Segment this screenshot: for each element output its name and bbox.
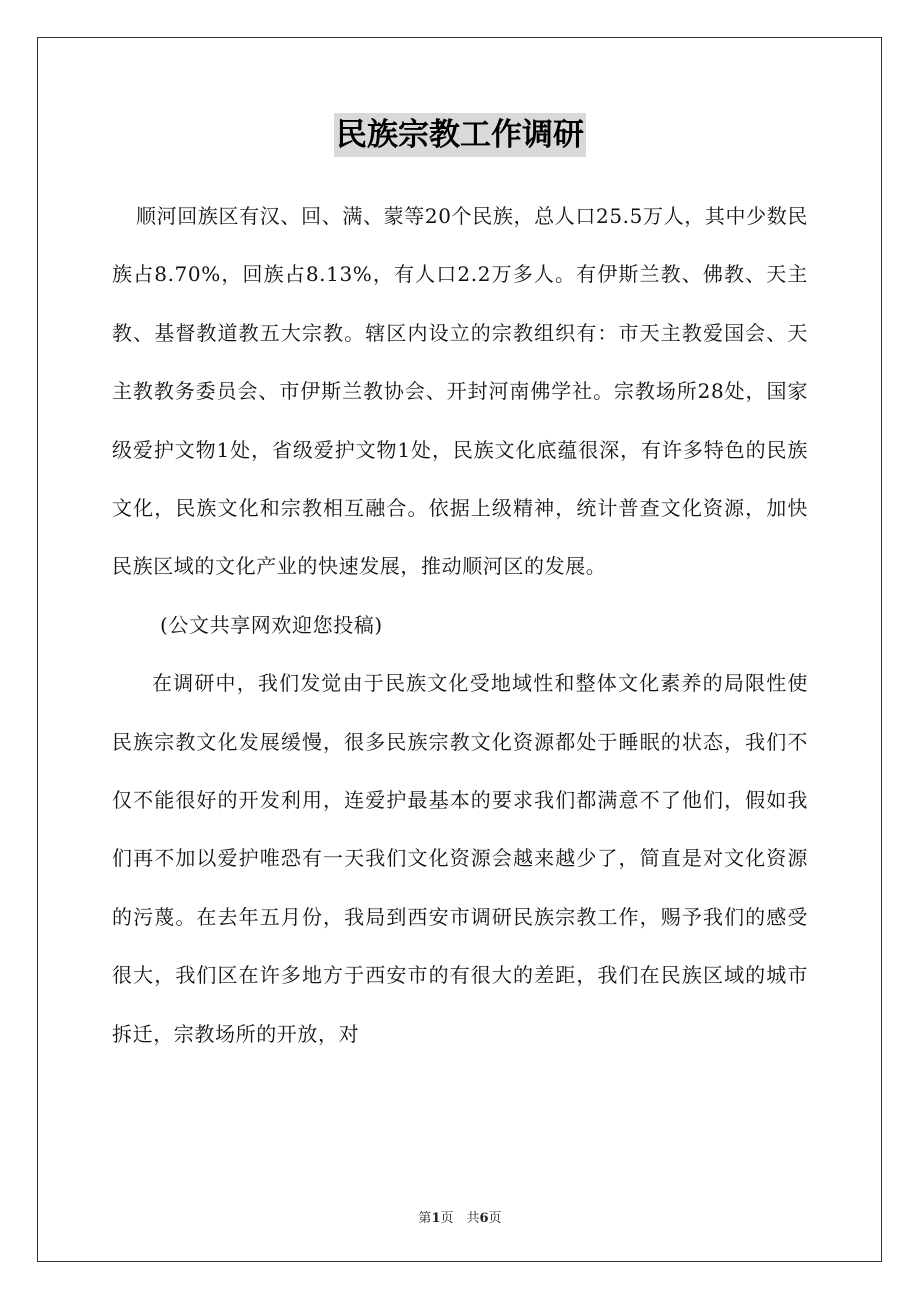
page-footer xyxy=(0,1207,920,1226)
title-container xyxy=(0,113,920,157)
paragraph-intro: 顺河回族区有汉、回、满、蒙等20个民族，总人口25.5万人，其中少数民族占8.70%，回族占8.13%，有人口2.2万多人。有伊斯兰教、佛教、天主教、基督教道教五大宗教。辖区内设立的宗教组织有：市天主教爱国会、天主教教务委员会、市伊斯兰教协会、开封河南佛学社。宗教场所28处，国家级爱护文物1处，省级爱护文物1处，民族文化底蕴很深，有许多特色的民族文化，民族文化和宗教相互融合。依据上级精神，统计普查文化资源，加快民族区域的文化产业的快速发展，推动顺河区的发展。 xyxy=(112,204,808,579)
footer-current-page: 1 xyxy=(431,1211,441,1226)
document-title: 民族宗教工作调研 xyxy=(334,113,586,157)
footer-suffix: 页 xyxy=(488,1211,502,1226)
footer-total-pages: 6 xyxy=(479,1211,489,1226)
paragraph-research: 在调研中，我们发觉由于民族文化受地域性和整体文化素养的局限性使民族宗教文化发展缓慢，很多民族宗教文化资源都处于睡眠的状态，我们不仅不能很好的开发利用，连爱护最基本的要求我们都满意不了他们，假如我们再不加以爱护唯恐有一天我们文化资源会越来越少了，简直是对文化资源的污蔑。在去年五月份，我局到西安市调研民族宗教工作，赐予我们的感受很大，我们区在许多地方于西安市的有很大的差距，我们在民族区域的城市拆迁，宗教场所的开放，对 xyxy=(112,671,808,1046)
footer-prefix: 第 xyxy=(418,1211,432,1226)
footer-mid: 页 共 xyxy=(440,1211,480,1226)
document-body xyxy=(112,187,808,1063)
paragraph-note: (公文共享网欢迎您投稿) xyxy=(160,612,383,637)
